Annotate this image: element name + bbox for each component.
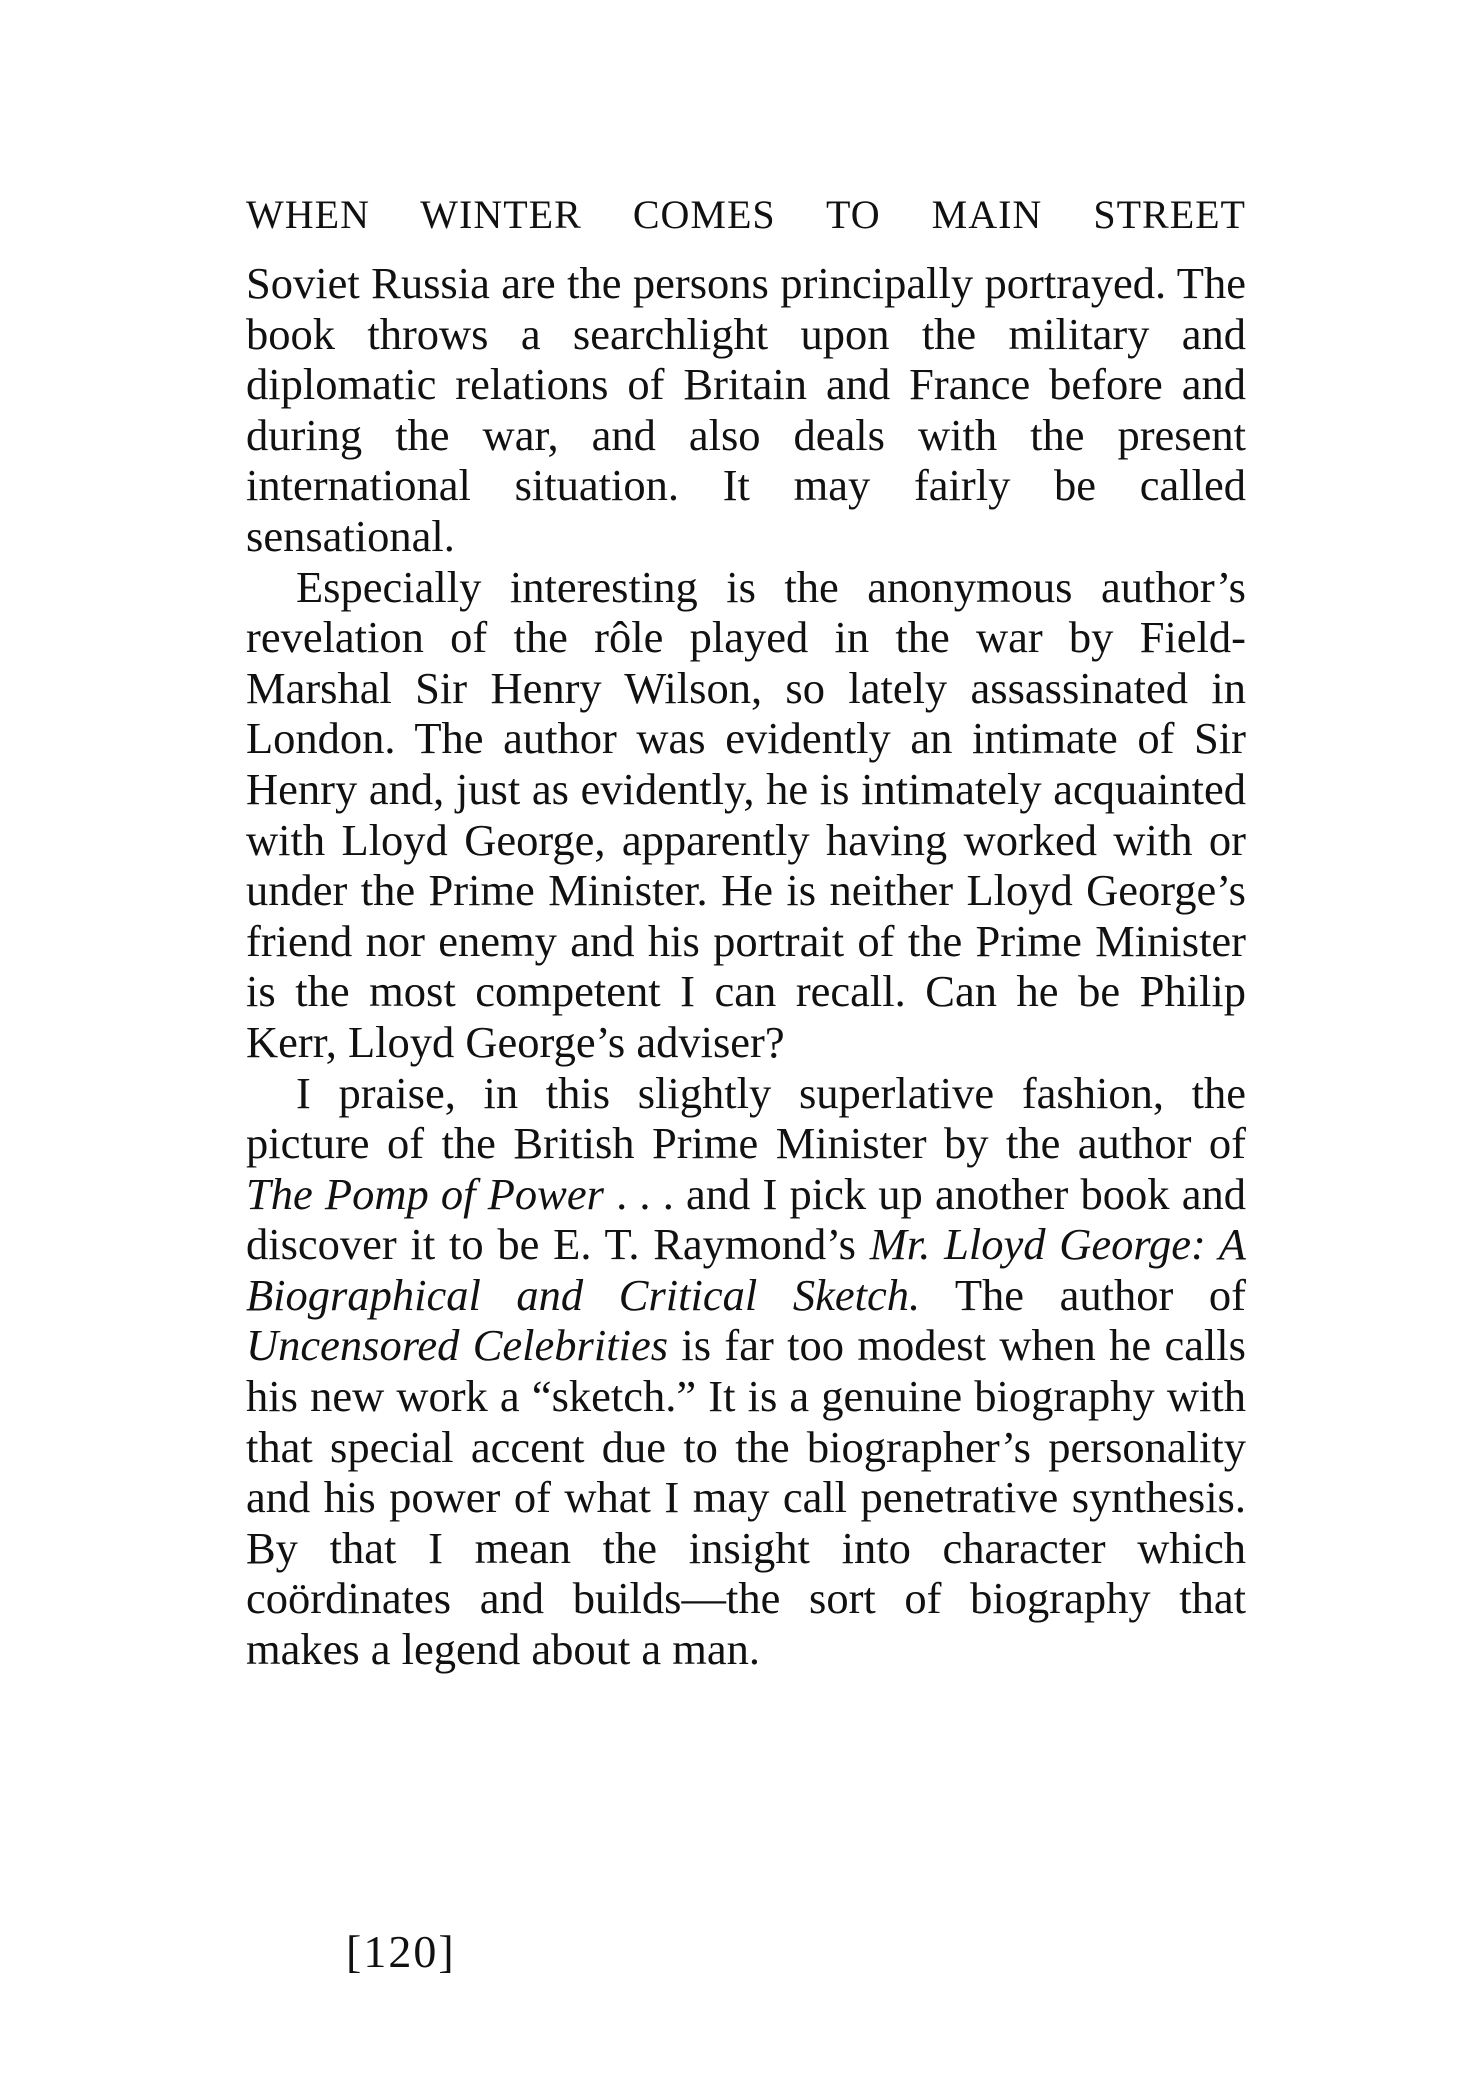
book-title-pomp-of-power: The Pomp of Power [246, 1168, 604, 1219]
book-page [246, 190, 1246, 1675]
paragraph-3-text-2: . . . and I pick up another book and discover it to be E. T. Raymond’s [246, 1168, 1246, 1270]
paragraph-3 [246, 1068, 1246, 1675]
paragraph-2: Especially interesting is the anonymous author’s revelation of the rôle played in the war by Field-Marshal Sir Henry Wilson, so lately assassinated in London. The author was evidently an intimate of Sir Henry and, just as evidently, he is intimately acquainted with Lloyd George, apparently having worked with or under the Prime Minister. He is neither Lloyd George’s friend nor enemy and his portrait of the Prime Minister is the most competent I can recall. Can he be Philip Kerr, Lloyd George’s adviser? [246, 561, 1246, 1067]
book-title-mr-lloyd-george: Mr. Lloyd George: A Biographical and Critical Sketch. [246, 1219, 1246, 1320]
paragraph-1: Soviet Russia are the persons principally portrayed. The book throws a searchlight upon the military and diplomatic relations of Britain and France before and during the war, and also deals with the present international situation. It may fairly be called sensational. [246, 258, 1246, 561]
page-number: [120] [346, 1926, 456, 1977]
paragraph-3-text-1: I praise, in this slightly superlative fashion, the picture of the British Prime Minister by the author of [246, 1067, 1246, 1169]
body-text [246, 258, 1246, 1675]
book-title-uncensored-celebrities: Uncensored Celebrities [246, 1320, 669, 1371]
paragraph-3-text-4: is far too modest when he calls his new work a “sketch.” It is a genuine biography with that special accent due to the biographer’s personality and his power of what I may call penetrative synthesis. By that I mean the insight into character which coördinates and builds—the sort of biography that makes a legend about a man. [246, 1320, 1246, 1675]
running-head: WHEN WINTER COMES TO MAIN STREET [246, 192, 1246, 237]
paragraph-3-text-3: The author of [920, 1269, 1246, 1320]
